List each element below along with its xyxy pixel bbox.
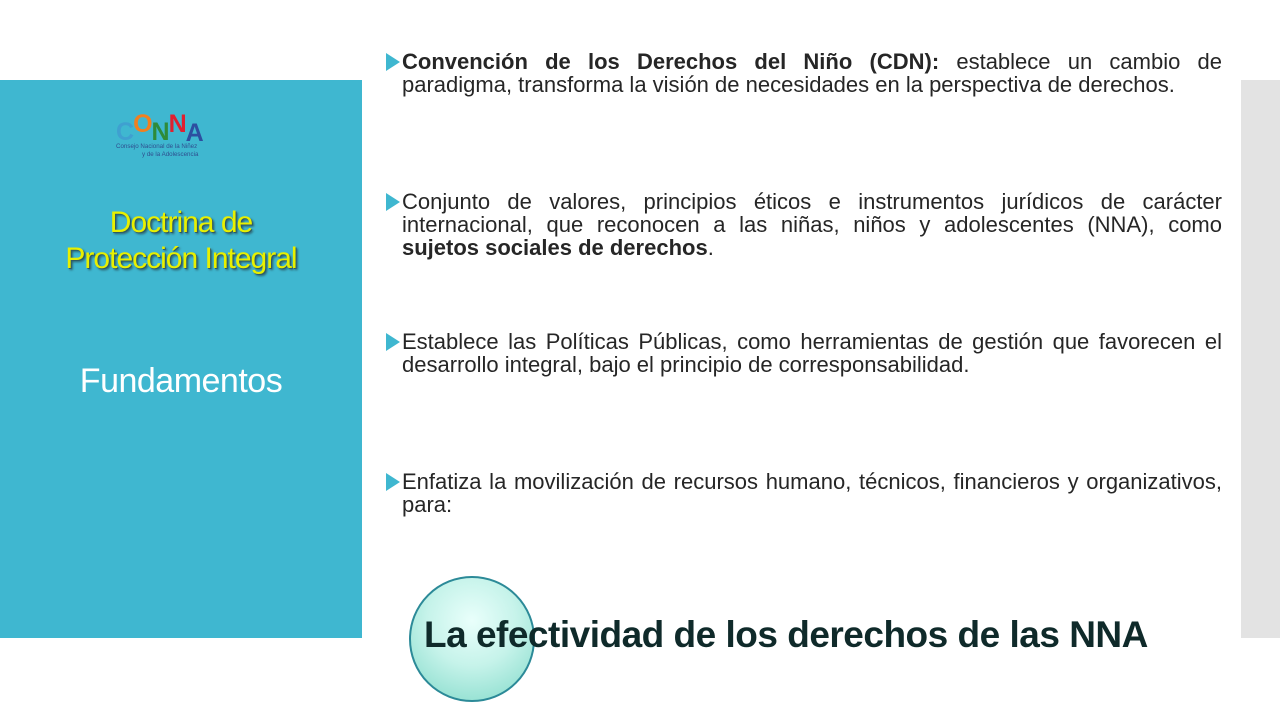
- bullet-item-values: [386, 190, 1222, 259]
- bullet-text: Enfatiza la movilización de recursos humano, técnicos, financieros y organizativos, para:: [402, 469, 1222, 517]
- triangle-right-icon: [386, 333, 400, 351]
- section-title-line2: Protección Integral: [65, 242, 297, 275]
- bullet-item-policies: [386, 330, 1222, 376]
- bullet-text: Conjunto de valores, principios éticos e instrumentos jurídicos de carácter internacional, que reconocen a las niñas, niños y adolescentes (NNA), como: [402, 189, 1222, 237]
- bullet-text: establece un cambio de paradigma, transforma la visión de necesidades en la perspectiva de derechos.: [402, 49, 1222, 97]
- bullet-text-end: .: [707, 235, 714, 260]
- triangle-right-icon: [386, 193, 400, 211]
- bullet-item-cdn: [386, 50, 1222, 96]
- logo-subtitle: [116, 143, 228, 159]
- logo-subtitle-line2: y de la Adolescencia: [142, 151, 199, 158]
- conclusion-heading: La efectividad de los derechos de las NNA: [424, 614, 1148, 655]
- logo-letter-n1: N: [151, 118, 169, 146]
- logo-letter-n2: N: [168, 110, 186, 138]
- logo-subtitle-line1: Consejo Nacional de la Niñez: [116, 143, 198, 150]
- right-side-strip: [1241, 80, 1280, 638]
- bullet-emphasis: sujetos sociales de derechos: [402, 235, 708, 260]
- section-title-line1: Doctrina de: [109, 206, 253, 239]
- logo-letter-a: A: [185, 119, 203, 147]
- conna-logo: [112, 110, 230, 170]
- bullet-text: Establece las Políticas Públicas, como herramientas de gestión que favorecen el desarrollo integral, bajo el principio de corresponsabilidad.: [402, 329, 1222, 377]
- triangle-right-icon: [386, 473, 400, 491]
- section-title: [0, 205, 362, 277]
- triangle-right-icon: [386, 53, 400, 71]
- bullet-item-resources: [386, 470, 1222, 516]
- bullet-lead: Convención de los Derechos del Niño (CDN):: [402, 49, 940, 74]
- section-subtitle: Fundamentos: [79, 362, 283, 400]
- logo-letter-o: O: [133, 110, 152, 138]
- logo-letter-c: C: [116, 118, 134, 146]
